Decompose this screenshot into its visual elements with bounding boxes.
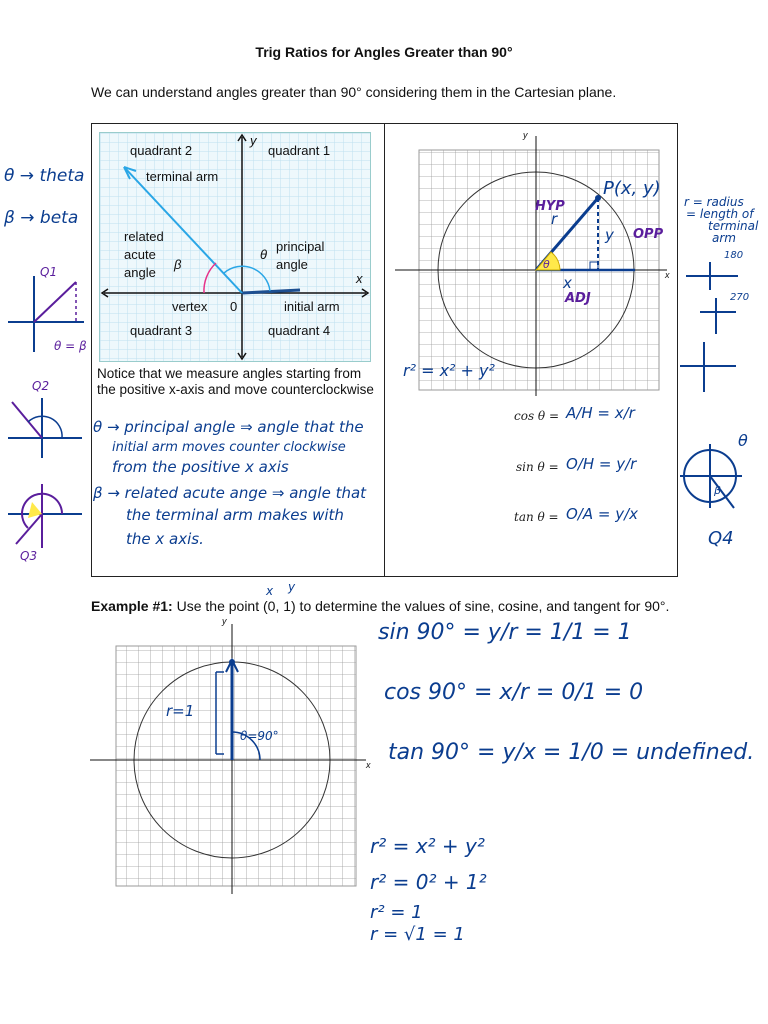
- label-vertex: vertex: [172, 299, 208, 314]
- label-adj: ADJ: [565, 291, 591, 306]
- label-angle: angle: [124, 265, 156, 280]
- radius-work-2: r² = 0² + 1²: [370, 870, 487, 894]
- label-q1: Q1: [40, 265, 58, 279]
- margin-beta-note: β → beta: [4, 208, 79, 228]
- textbook-figure-graphic: [100, 133, 370, 361]
- r-note-1: r = radius: [684, 195, 744, 209]
- label-theta-small: θ: [543, 258, 550, 271]
- label-q3: Q3: [20, 549, 38, 563]
- example-x-label: x: [366, 760, 371, 770]
- ratio-sin-lhs: sin θ =: [516, 460, 559, 474]
- label-q4: Q4: [708, 528, 734, 549]
- label-origin: 0: [230, 299, 238, 314]
- r-note-4: arm: [712, 231, 736, 245]
- label-opp: OPP: [633, 227, 664, 242]
- label-beta: β: [174, 257, 182, 272]
- ratio-tan-rhs: O/A = y/x: [566, 505, 639, 523]
- example-prompt: [91, 598, 669, 614]
- label-principal-angle: angle: [276, 257, 308, 272]
- box-divider: [384, 123, 385, 577]
- left-margin-sketches: [4, 262, 90, 562]
- example-y-label: y: [222, 616, 227, 626]
- label-quadrant3: quadrant 3: [130, 323, 193, 338]
- label-theta: θ: [260, 247, 268, 262]
- example-text: Use the point (0, 1) to determine the values of sine, cosine, and tangent for 90°.: [176, 598, 670, 614]
- right-y-label: y: [523, 130, 528, 140]
- point-p: [595, 195, 601, 201]
- def-line-4: β → related acute ange ⇒ angle that: [93, 484, 367, 502]
- r-note-3: terminal: [708, 219, 759, 233]
- example-graph: [90, 614, 375, 898]
- example-label: Example #1:: [91, 598, 173, 614]
- label-q1-eq: θ = β: [54, 339, 87, 353]
- def-line-3: from the positive x axis: [112, 458, 289, 476]
- right-x-label: x: [665, 270, 670, 280]
- example-point: [229, 659, 235, 665]
- label-margin-theta: θ: [738, 431, 748, 450]
- example-grid: [116, 646, 356, 886]
- def-line-5: the terminal arm makes with: [126, 506, 344, 524]
- calc-cos: cos 90° = x/r = 0/1 = 0: [384, 680, 644, 705]
- def-line-2: initial arm moves counter clockwise: [112, 440, 346, 455]
- calc-tan: tan 90° = y/x = 1/0 = undefined.: [388, 740, 755, 765]
- ratio-cos-lhs: cos θ =: [514, 409, 560, 423]
- ratio-tan-lhs: tan θ =: [514, 510, 559, 524]
- label-r-equals: r=1: [166, 702, 195, 720]
- label-x-side: x: [563, 274, 572, 292]
- margin-theta-note: θ → theta: [4, 166, 85, 186]
- ratio-sin-rhs: O/H = y/r: [566, 455, 637, 473]
- page-title: Trig Ratios for Angles Greater than 90°: [255, 44, 513, 60]
- r-note-2: = length of: [686, 207, 754, 221]
- radius-work-3: r² = 1: [370, 902, 423, 923]
- label-related: related: [124, 229, 164, 244]
- label-y: y: [250, 133, 257, 148]
- label-point-p: P(x, y): [603, 178, 661, 199]
- q3-arm: [16, 514, 42, 544]
- textbook-figure: [99, 132, 371, 362]
- notice-text: Notice that we measure angles starting from the positive x-axis and move counterclockwise: [97, 366, 374, 397]
- q2-arm: [12, 402, 42, 438]
- label-theta-90: θ=90°: [240, 729, 279, 743]
- label-acute: acute: [124, 247, 156, 262]
- def-line-1: θ → principal angle ⇒ angle that the: [93, 418, 364, 436]
- pythag-eq: r² = x² + y²: [403, 361, 495, 380]
- label-initial-arm: initial arm: [284, 299, 340, 314]
- q1-arm: [34, 282, 76, 322]
- label-hyp: HYP: [535, 199, 565, 214]
- calc-sin: sin 90° = y/r = 1/1 = 1: [378, 620, 632, 645]
- label-x: x: [356, 271, 363, 286]
- label-quadrant2: quadrant 2: [130, 143, 193, 158]
- label-principal: principal: [276, 239, 325, 254]
- right-margin-sketches: [680, 246, 764, 549]
- right-diagram: [395, 128, 675, 398]
- radius-work-1: r² = x² + y²: [370, 834, 485, 858]
- label-q2: Q2: [32, 379, 50, 393]
- ratio-cos-rhs: A/H = x/r: [566, 404, 635, 422]
- label-r: r: [551, 210, 558, 228]
- example-x-note: x: [266, 584, 274, 598]
- intro-text: We can understand angles greater than 90° considering them in the Cartesian plane.: [91, 84, 617, 100]
- label-180: 180: [724, 250, 744, 261]
- label-quadrant4: quadrant 4: [268, 323, 331, 338]
- label-270: 270: [730, 292, 750, 303]
- radius-work-4: r = √1 = 1: [370, 924, 465, 945]
- label-margin-beta: β: [714, 484, 722, 497]
- label-terminal-arm: terminal arm: [146, 169, 219, 184]
- label-quadrant1: quadrant 1: [268, 143, 331, 158]
- label-y-side: y: [605, 226, 614, 244]
- example-y-note: y: [288, 580, 296, 594]
- def-line-6: the x axis.: [126, 530, 204, 548]
